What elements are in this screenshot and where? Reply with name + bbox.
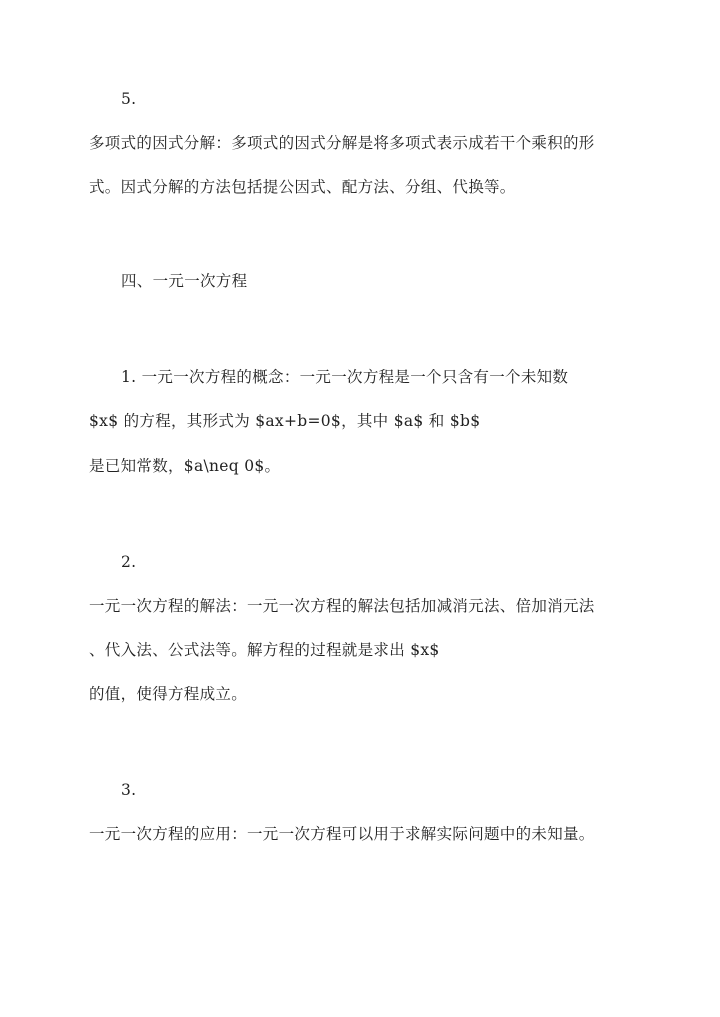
paragraph-line: 是已知常数，$a\neq 0$。 [89,457,281,475]
item-number-5: 5. [121,90,137,108]
paragraph-line: 一元一次方程的应用：一元一次方程可以用于求解实际问题中的未知量。 [89,825,595,843]
paragraph-line: 一元一次方程的解法：一元一次方程的解法包括加减消元法、倍加消元法 [89,597,595,615]
item-number-2: 2. [121,553,137,571]
paragraph-line: 1. 一元一次方程的概念：一元一次方程是一个只含有一个未知数 [121,368,569,386]
item-number-3: 3. [121,781,137,799]
paragraph-line: $x$ 的方程，其形式为 $ax+b=0$，其中 $a$ 和 $b$ [89,412,481,430]
section-heading: 四、一元一次方程 [121,272,248,290]
paragraph-line: 的值，使得方程成立。 [89,685,248,703]
paragraph-line: 、代入法、公式法等。解方程的过程就是求出 $x$ [89,641,440,659]
paragraph-line: 多项式的因式分解：多项式的因式分解是将多项式表示成若干个乘积的形 [89,134,595,152]
paragraph-line: 式。因式分解的方法包括提公因式、配方法、分组、代换等。 [89,178,516,196]
